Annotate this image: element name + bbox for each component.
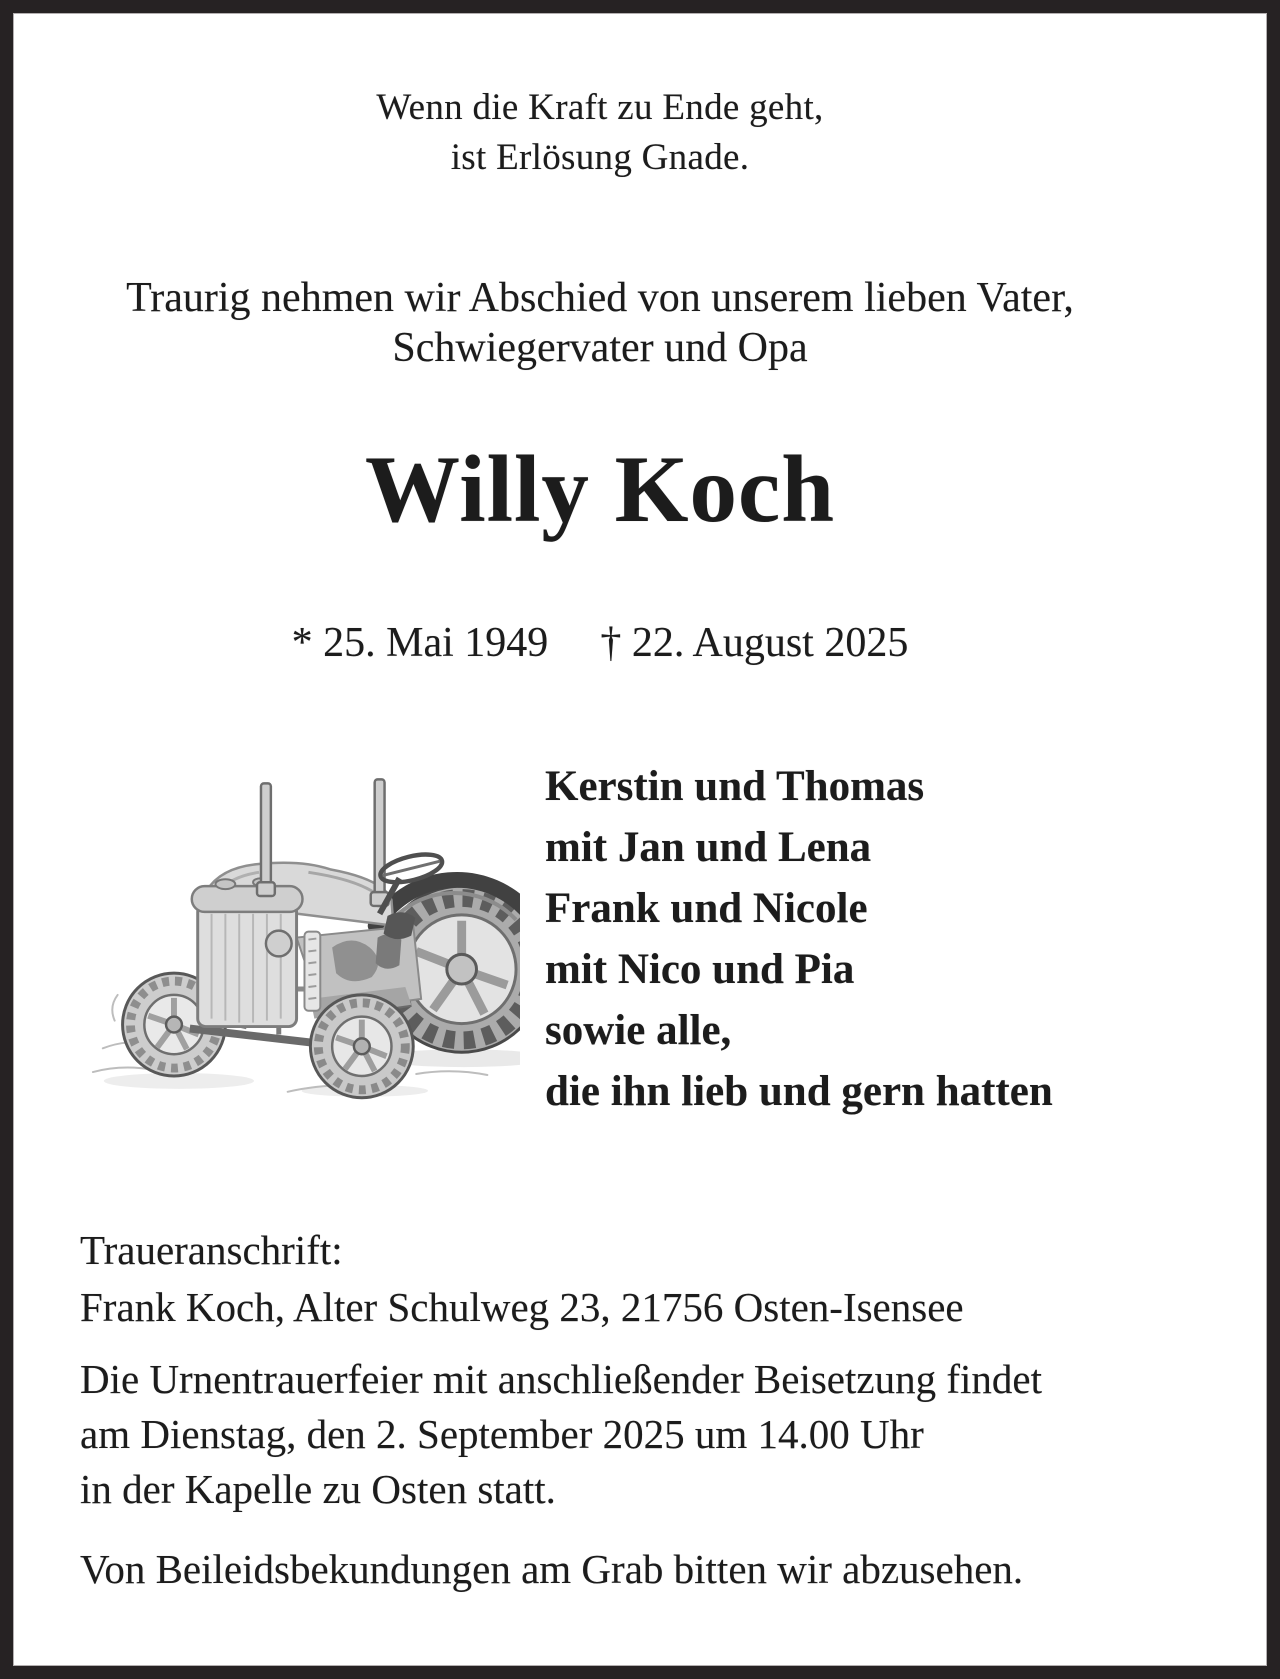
- mourner-line: mit Nico und Pia: [545, 946, 855, 993]
- funeral-details-line: am Dienstag, den 2. September 2025 um 14.00 Uhr: [80, 1411, 924, 1457]
- epitaph-line: Wenn die Kraft zu Ende geht,: [376, 87, 824, 128]
- funeral-details-line: Die Urnentrauerfeier mit anschließender Beisetzung findet: [80, 1356, 1042, 1402]
- farewell-line: Schwiegervater und Opa: [392, 325, 808, 371]
- address-label: Traueranschrift:: [80, 1227, 343, 1273]
- epitaph-line: ist Erlösung Gnade.: [450, 137, 750, 178]
- condolence-note: Von Beileidsbekundungen am Grab bitten wir abzusehen.: [80, 1546, 1024, 1592]
- death-date: † 22. August 2025: [600, 620, 909, 666]
- deceased-name: Willy Koch: [364, 436, 836, 542]
- mourners-list: [545, 756, 1053, 1122]
- farewell-text: [67, 273, 1133, 373]
- mourner-line: die ihn lieb und gern hatten: [545, 1068, 1053, 1115]
- funeral-details: [80, 1352, 1042, 1517]
- tractor-sketch-image: [85, 700, 520, 1100]
- tractor-illustration: [85, 700, 520, 1100]
- mourning-address: Frank Koch, Alter Schulweg 23, 21756 Osten-Isensee: [80, 1284, 964, 1330]
- birth-date: * 25. Mai 1949: [291, 620, 549, 666]
- epitaph-verse: [67, 83, 1133, 183]
- mourner-line: Frank und Nicole: [545, 885, 868, 932]
- farewell-line: Traurig nehmen wir Abschied von unserem lieben Vater,: [126, 275, 1074, 321]
- funeral-details-line: in der Kapelle zu Osten statt.: [80, 1466, 556, 1512]
- mourner-line: mit Jan und Lena: [545, 824, 872, 871]
- mourner-line: Kerstin und Thomas: [545, 763, 925, 810]
- life-dates: [67, 618, 1133, 668]
- mourner-line: sowie alle,: [545, 1007, 732, 1054]
